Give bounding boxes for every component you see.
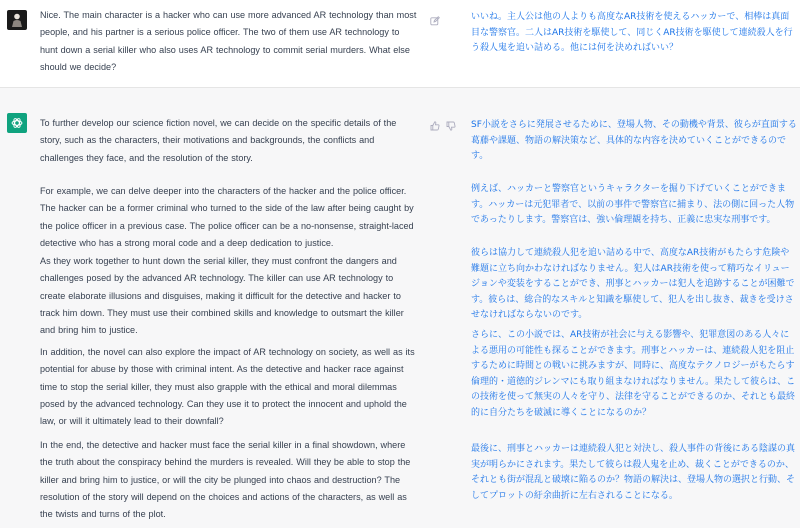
user-avatar-icon [7,10,27,30]
assistant-translation: 最後に、刑事とハッカーは連続殺人犯と対決し、殺人事件の背後にある陰謀の真実が明らかにされます。果たして彼らは殺人鬼を止め、裁くことができるのか、それとも街が混乱と破壊に陥るのか？物語の解決は、登場人物の選択と行動、そしてプロットの紆余曲折に左右されることになる。 [471,444,796,501]
assistant-translation: 彼らは協力して連続殺人犯を追い詰める中で、高度なAR技術がもたらす危険や難題に立ち向かわなければなりません。犯人はAR技術を使って精巧なイリュージョンや変装をすることができ、刑事とハッカーは犯人を追跡することが困難です。彼らは、総合的なスキルと知識を駆使して、犯人を出し抜き、裁きを受けさせなければならないのです。 [471,248,795,321]
assistant-paragraph: For example, we can delve deeper into the characters of the hacker and the police officer. The hacker can be a former criminal who turned to the side of the law after being caught by the police officer in a previous case. The police officer can be a no-nonsense, straight-laced detective who has a strong moral code and a deep dedication to justice. [40,186,414,248]
assistant-paragraph: In the end, the detective and hacker must face the serial killer in a final showdown, where the truth about the conspiracy behind the murders is revealed. Will they be able to stop the killer and bring him to justice, or will the city be plunged into chaos and destruction? The resolution of the story will depend on the choices and actions of the characters, as well as the twists and turns of the plot. [40,440,411,520]
user-message-text [40,7,420,76]
assistant-translation: 例えば、ハッカーと警察官というキャラクターを掘り下げていくことができます。ハッカーは元犯罪者で、以前の事件で警察官に捕まり、法の側に回った人物であったりします。警察官は、強い倫理観を持ち、正義に忠実な刑事です。 [471,184,795,226]
thumbs-down-icon[interactable] [446,118,456,128]
assistant-paragraph: In addition, the novel can also explore the impact of AR technology on society, as well as its potential for abuse by those with criminal intent. As the detective and hacker race against time to stop the serial killer, they must also grapple with the ethical and moral dilemmas posed by the advanced technology. Can they use it to protect the innocent and uphold the law, or will it ultimately lead to their downfall? [40,347,415,427]
user-translation-paragraph: いいね。主人公は他の人よりも高度なAR技術を使えるハッカーで、相棒は真面目な警察官。二人はAR技術を駆使して、同じくAR技術を駆使して連続殺人を行う殺人鬼を追い詰める。他には何を決めればいい？ [471,12,793,54]
assistant-translation: SF小説をさらに発展させるために、登場人物、その動機や背景、彼らが直面する葛藤や課題、物語の解決策など、具体的な内容を決めていくことができるのです。 [471,120,797,162]
thumbs-up-icon[interactable] [430,118,440,128]
user-message-paragraph: Nice. The main character is a hacker who can use more advanced AR technology than most people, and his partner is a serious police officer. The two of them use AR technology to hunt down a serial killer who also uses AR technology to commit serial murders. What else should we decide? [40,10,417,72]
edit-icon[interactable] [430,13,440,23]
assistant-translation: さらに、この小説では、AR技術が社会に与える影響や、犯罪意図のある人々による悪用の可能性も探ることができます。刑事とハッカーは、連続殺人犯を阻止するために時間との戦いに挑みますが、同時に、高度なテクノロジーがもたらす倫理的・道徳的ジレンマにも取り組まなければなりません。果たして彼らは、この技術を使って無実の人々を守り、法律を守ることができるのか、それとも最終的に自分たちを破滅に導くことになるのか？ [471,330,796,418]
user-message-translation [471,10,798,57]
assistant-paragraph: To further develop our science fiction novel, we can decide on the specific details of the story, such as the characters, their motivations and backgrounds, the conflicts and challenges they face, and the resolution of the story. [40,118,397,163]
openai-logo-icon [7,113,27,133]
user-message [0,0,800,88]
assistant-paragraph: As they work together to hunt down the serial killer, they must confront the dangers and challenges posed by the advanced AR technology. The killer can use AR technology to create elaborate illusions and disguises, making it difficult for the detective and hacker to track him down. They must use their combined skills and knowledge to outsmart the killer and bring him to justice. [40,256,404,336]
